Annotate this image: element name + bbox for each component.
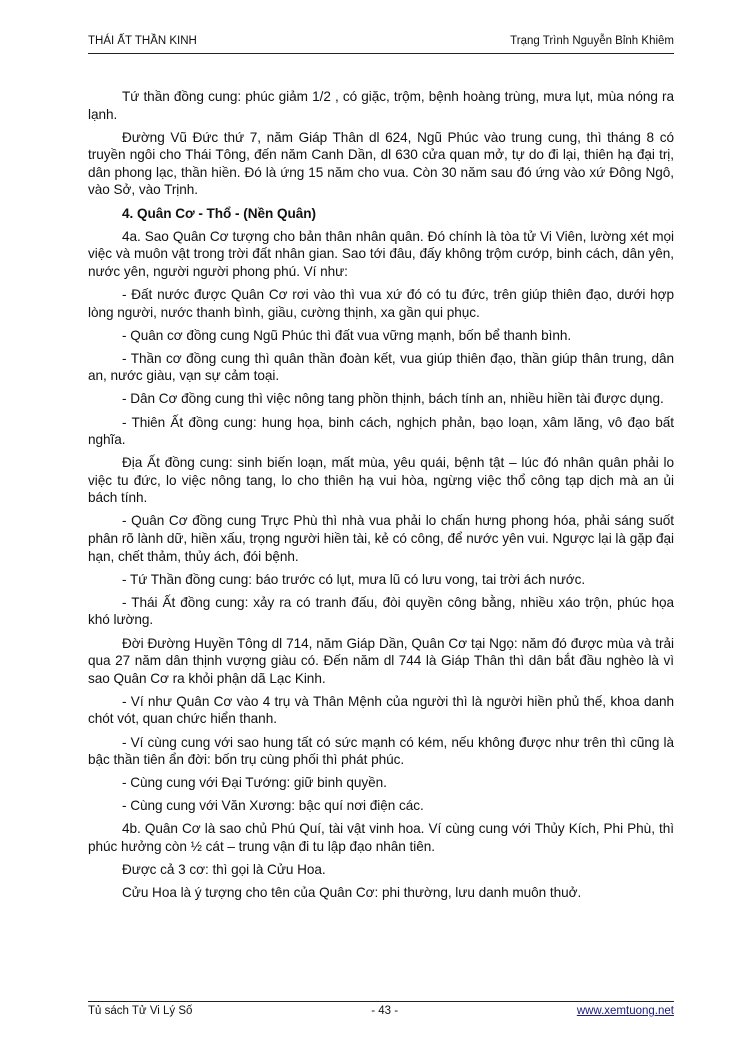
paragraph: - Thiên Ất đồng cung: hung họa, binh cách, nghịch phản, bạo loạn, xâm lăng, vô đạo bất nghĩa.	[88, 414, 674, 448]
paragraph: - Thần cơ đồng cung thì quân thần đoàn kết, vua giúp thiên đạo, thần giúp thân trung, dân an, nước giàu, vạn sự cảm toại.	[88, 350, 674, 384]
footer-website-link[interactable]: www.xemtuong.net	[576, 1005, 674, 1017]
paragraph: - Đất nước được Quân Cơ rơi vào thì vua xứ đó có tu đức, trên giúp thiên đạo, dưới hợp lòng người, nước thanh bình, giầu, cường thịnh, xa gần qui phục.	[88, 286, 674, 320]
paragraph: - Cùng cung với Đại Tướng: giữ binh quyền.	[122, 775, 387, 791]
paragraph: - Thái Ất đồng cung: xảy ra có tranh đấu, đòi quyền công bằng, nhiều xáo trộn, phúc họa khó lường.	[88, 594, 674, 628]
section-heading: 4. Quân Cơ - Thổ - (Nền Quân)	[122, 205, 316, 221]
paragraph: - Ví cùng cung với sao hung tất có sức mạnh có kém, nếu không được như trên thì cũng là bậc thần tiên ẩn đời: bốn trụ cùng phối thì phát phúc.	[88, 734, 674, 768]
header-book-title: THÁI ẤT THẦN KINH	[88, 35, 197, 47]
page-header	[88, 35, 674, 54]
paragraph: 4b. Quân Cơ là sao chủ Phú Quí, tài vật vinh hoa. Ví cùng cung với Thủy Kích, Phi Phù, thì phúc hưởng còn ½ cát – trung vận đi tu lập đạo nhân tiên.	[88, 821, 674, 854]
footer-series: Tủ sách Tử Vi Lý Số	[88, 1005, 193, 1017]
paragraph: - Cùng cung với Văn Xương: bậc quí nơi điện các.	[122, 798, 424, 814]
page-number: - 43 -	[371, 1005, 399, 1017]
paragraph: - Tứ Thần đồng cung: báo trước có lụt, mưa lũ có lưu vong, tai trời ách nước.	[122, 571, 586, 587]
paragraph: Cửu Hoa là ý tượng cho tên của Quân Cơ: phi thường, lưu danh muôn thuở.	[122, 885, 582, 901]
document-body	[88, 88, 674, 907]
paragraph: Đời Đường Huyền Tông dl 714, năm Giáp Dần, Quân Cơ tại Ngọ: năm đó được mùa và trải qua 27 năm dân thịnh vượng giàu có. Đến năm dl 744 là Giáp Thân thì dân bắt đầu nghèo là vì sao Quân Cơ ra khỏi phận dã Lạc Kinh.	[88, 635, 674, 686]
paragraph: 4a. Sao Quân Cơ tượng cho bản thân nhân quân. Đó chính là tòa tử Vi Viên, lường xét mọi việc và muôn vật trong trời đất nhân gian. Sao tới đâu, đấy không trộm cướp, binh cách, dân yên, nước yên, người người phong phú. Ví như:	[88, 228, 674, 279]
paragraph: - Quân Cơ đồng cung Trực Phù thì nhà vua phải lo chấn hưng phong hóa, phải sáng suốt phân rõ lành dữ, hiền xấu, trọng người hiền tài, kẻ có công, để nước yên vui. Ngược lại là gặp đại hạn, chết thảm, thủy ách, đói bệnh.	[88, 513, 674, 564]
paragraph: Địa Ất đồng cung: sinh biến loạn, mất mùa, yêu quái, bệnh tật – lúc đó nhân quân phải lo việc tu đức, lo việc nông tang, lo cho thiên hạ vui hòa, ngừng việc thổ công tạp dịch mà an ủi bách tính.	[88, 455, 674, 506]
header-author: Trạng Trình Nguyễn Bỉnh Khiêm	[510, 35, 674, 47]
paragraph: - Dân Cơ đồng cung thì việc nông tang phồn thịnh, bách tính an, nhiều hiền tài được dụng.	[122, 391, 664, 407]
paragraph: Được cả 3 cơ: thì gọi là Cửu Hoa.	[122, 862, 326, 878]
paragraph: - Ví như Quân Cơ vào 4 trụ và Thân Mệnh của người thì là người hiền phủ thế, khoa danh chót vót, quan chức hiển thanh.	[88, 693, 674, 727]
paragraph: Đường Vũ Đức thứ 7, năm Giáp Thân dl 624, Ngũ Phúc vào trung cung, thì tháng 8 có truyền ngôi cho Thái Tông, đến năm Canh Dần, dl 630 cửa quan mở, tự do đi lại, thiên hạ đại trị, dân phong lạc, thần hiền. Đó là ứng 15 năm cho vua. Còn 30 năm sau đó ứng vào xứ Đông Ngô, vào Sở, vào Trịnh.	[88, 129, 674, 198]
page-footer	[88, 1001, 674, 1017]
paragraph: Tứ thần đồng cung: phúc giảm 1/2 , có giặc, trộm, bệnh hoàng trùng, mưa lụt, mùa nóng ra lạnh.	[88, 89, 674, 122]
paragraph: - Quân cơ đồng cung Ngũ Phúc thì đất vua vững mạnh, bốn bể thanh bình.	[122, 327, 572, 343]
